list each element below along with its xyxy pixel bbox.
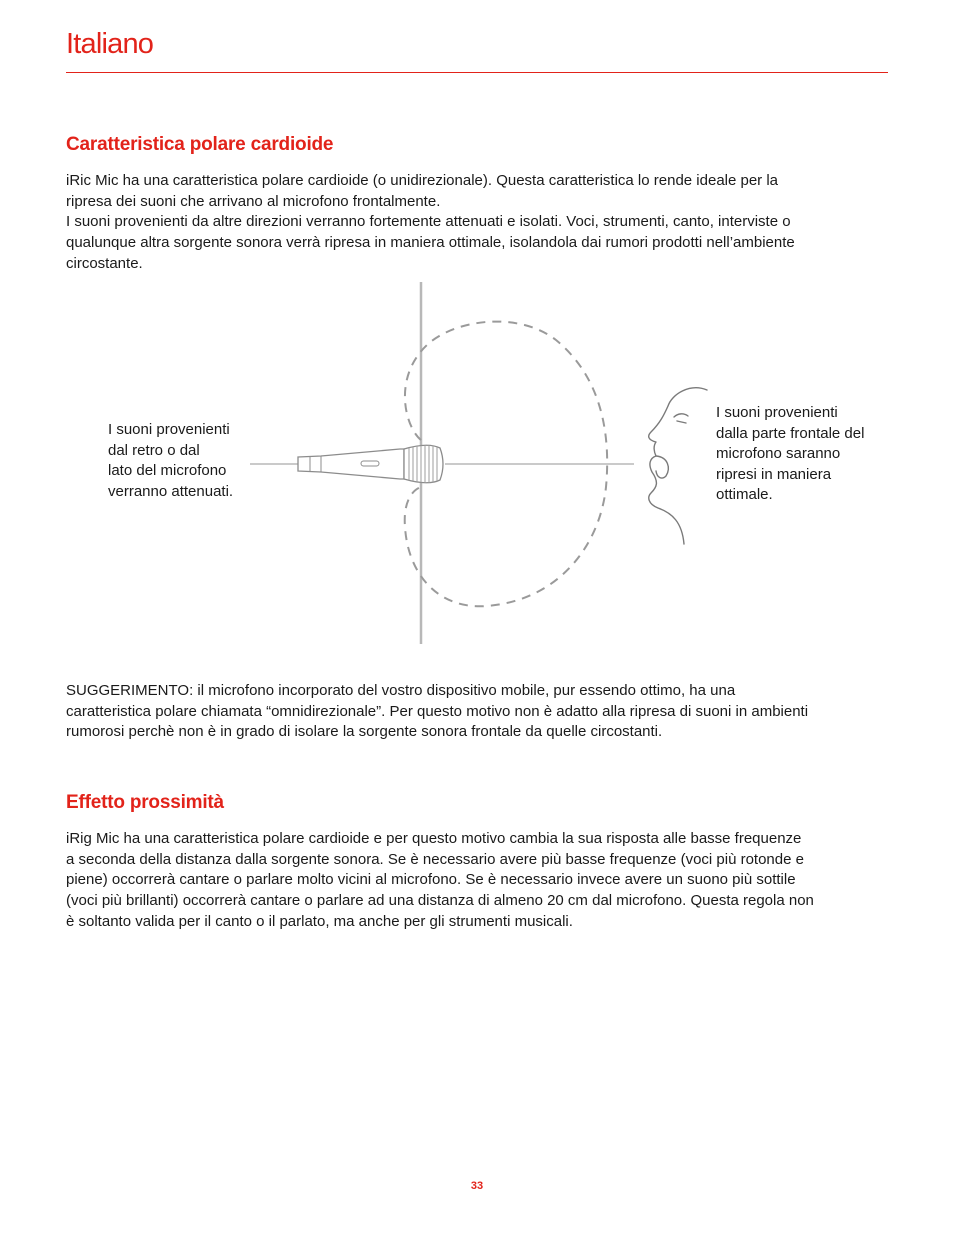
- paragraph-line: circostante.: [66, 254, 143, 272]
- paragraph-line: (voci più brillanti) occorrerà cantare o parlare ad una distanza di almeno 20 cm dal microfono. Questa regola non: [66, 892, 814, 910]
- paragraph-line: rumorosi perchè non è in grado di isolare la sorgente sonora frontale da quelle circostanti.: [66, 723, 663, 741]
- caption-line: dal retro o dal: [108, 441, 200, 459]
- section-proximity-paragraph: [66, 829, 896, 933]
- section-polar-paragraph: [66, 171, 896, 275]
- paragraph-line: SUGGERIMENTO: il microfono incorporato del vostro dispositivo mobile, pur essendo ottimo, ha una: [66, 682, 736, 699]
- paragraph-line: è soltanto valida per il canto o il parlato, ma anche per gli strumenti musicali.: [66, 912, 573, 930]
- paragraph-line: I suoni provenienti da altre direzioni verranno fortemente attenuati e isolati. Voci, strumenti, canto, interviste o: [66, 213, 791, 231]
- singing-face-icon: [649, 388, 707, 544]
- caption-line: microfono saranno: [716, 445, 841, 463]
- cardioid-diagram: [0, 282, 954, 646]
- caption-line: I suoni provenienti: [108, 421, 230, 438]
- caption-line: lato del microfono: [108, 462, 227, 480]
- caption-line: verranno attenuati.: [108, 482, 234, 500]
- paragraph-line: piene) occorrerà cantare o parlare molto vicini al microfono. Se è necessario invece avere un suono più sottile: [66, 871, 796, 889]
- caption-line: I suoni provenienti: [716, 404, 838, 421]
- paragraph-line: qualunque altra sorgente sonora verrà ripresa in maniera ottimale, isolandola dai rumori prodotti nell’ambiente: [66, 234, 795, 252]
- caption-line: ottimale.: [716, 486, 773, 504]
- paragraph-line: iRig Mic ha una caratteristica polare cardioide e per questo motivo cambia la sua risposta alle basse frequenze: [66, 830, 802, 847]
- page-title: Italiano: [66, 28, 154, 60]
- page-number: 33: [470, 1180, 484, 1192]
- paragraph-line: iRic Mic ha una caratteristica polare cardioide (o unidirezionale). Questa caratteristica lo rende ideale per la: [66, 172, 779, 189]
- header-divider: [66, 72, 888, 73]
- rear-sound-caption: [108, 420, 233, 502]
- paragraph-line: ripresa dei suoni che arrivano al microfono frontalmente.: [66, 192, 441, 210]
- section-heading-polar: Caratteristica polare cardioide: [66, 134, 334, 155]
- tip-paragraph: [66, 681, 896, 743]
- section-heading-proximity: Effetto prossimità: [66, 792, 224, 813]
- paragraph-line: caratteristica polare chiamata “omnidirezionale”. Per questo motivo non è adatto alla ripresa di suoni in ambienti: [66, 702, 809, 720]
- caption-line: ripresi in maniera: [716, 465, 832, 483]
- caption-line: dalla parte frontale del: [716, 424, 865, 442]
- microphone-icon: [298, 445, 443, 483]
- paragraph-line: a seconda della distanza dalla sorgente sonora. Se è necessario avere più basse frequenze (voci più rotonde e: [66, 850, 804, 868]
- front-sound-caption: [716, 403, 864, 506]
